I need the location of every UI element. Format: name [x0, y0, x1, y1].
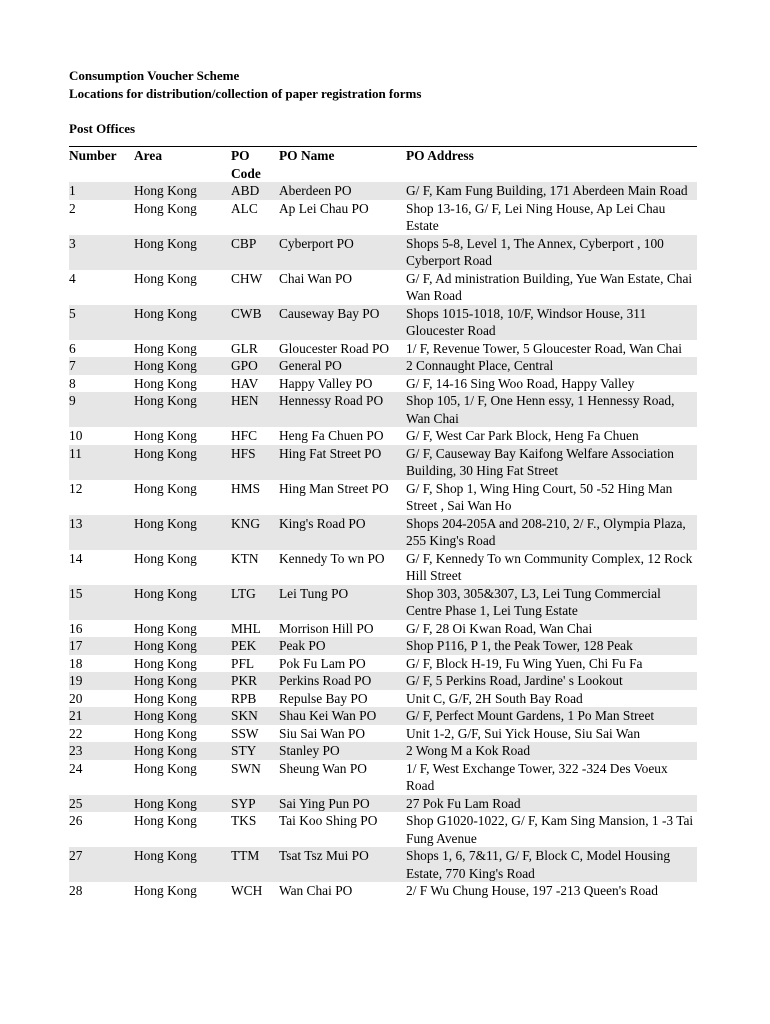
table-row: [69, 305, 697, 340]
cell-number: 13: [69, 515, 134, 550]
cell-po-code: KTN: [231, 550, 259, 566]
cell-po-code: CHW: [231, 270, 263, 286]
cell-po-name: Morrison Hill PO: [279, 620, 374, 636]
table-row: [69, 882, 697, 900]
cell-po-address: 1/ F, Revenue Tower, 5 Gloucester Road, Wan Chai: [406, 340, 682, 356]
cell-area: Hong Kong: [134, 428, 197, 443]
cell-po-code: HEN: [231, 392, 279, 427]
cell-po-code: PFL: [231, 655, 255, 671]
cell-area: Hong Kong: [134, 813, 197, 828]
document-subtitle: Locations for distribution/collection of paper registration forms: [69, 85, 422, 101]
header-po-code: PO Code: [231, 147, 279, 183]
cell-po-name: Gloucester Road PO: [279, 340, 390, 356]
table-row: [69, 847, 697, 882]
cell-number: 2: [69, 200, 76, 216]
cell-number: 3: [69, 235, 134, 270]
cell-number: 1: [69, 182, 134, 200]
cell-number: 10: [69, 428, 83, 443]
cell-po-code: HMS: [231, 480, 261, 496]
cell-po-code: ABD: [231, 182, 279, 200]
cell-area: Hong Kong: [134, 620, 197, 636]
cell-po-name: Hennessy Road PO: [279, 392, 406, 427]
table-row: [69, 707, 697, 725]
cell-area: Hong Kong: [134, 445, 231, 480]
cell-number: 27: [69, 847, 134, 882]
cell-po-code: HFC: [231, 428, 258, 443]
cell-area: Hong Kong: [134, 270, 197, 286]
cell-po-code: HFS: [231, 445, 279, 480]
cell-po-code: SWN: [231, 760, 261, 776]
cell-po-address: 2 Connaught Place, Central: [406, 357, 697, 375]
cell-po-name: Peak PO: [279, 637, 406, 655]
cell-number: 20: [69, 690, 83, 706]
cell-po-name: Sheung Wan PO: [279, 760, 367, 776]
table-row: [69, 270, 697, 305]
cell-po-address: G/ F, Kennedy To wn Community Complex, 12 Rock Hill Street: [406, 550, 693, 583]
cell-po-address: G/ F, Shop 1, Wing Hing Court, 50 -52 Hing Man Street , Sai Wan Ho: [406, 480, 673, 513]
table-row: [69, 690, 697, 708]
cell-po-address: G/ F, West Car Park Block, Heng Fa Chuen: [406, 428, 639, 443]
cell-po-address: Shop 303, 305&307, L3, Lei Tung Commercial Centre Phase 1, Lei Tung Estate: [406, 585, 697, 620]
header-po-address: PO Address: [406, 147, 697, 183]
cell-po-name: Siu Sai Wan PO: [279, 725, 366, 741]
table-row: [69, 655, 697, 673]
cell-po-address: Unit 1-2, G/F, Sui Yick House, Siu Sai Wan: [406, 725, 641, 741]
cell-number: 15: [69, 585, 134, 620]
header-area: Area: [134, 147, 231, 183]
cell-po-name: Hing Fat Street PO: [279, 445, 406, 480]
cell-area: Hong Kong: [134, 585, 231, 620]
cell-po-code: TKS: [231, 813, 257, 828]
table-row: [69, 725, 697, 743]
cell-po-name: General PO: [279, 357, 406, 375]
cell-number: 9: [69, 392, 134, 427]
cell-po-name: Lei Tung PO: [279, 585, 406, 620]
cell-po-address: G/ F, 5 Perkins Road, Jardine' s Lookout: [406, 672, 697, 690]
cell-number: 8: [69, 375, 76, 391]
cell-area: Hong Kong: [134, 655, 197, 671]
cell-number: 11: [69, 445, 134, 480]
cell-area: Hong Kong: [134, 725, 197, 741]
cell-area: Hong Kong: [134, 690, 197, 706]
cell-area: Hong Kong: [134, 340, 197, 356]
table-row: [69, 760, 697, 795]
table-row: [69, 515, 697, 550]
table-row: [69, 235, 697, 270]
table-row: [69, 812, 697, 847]
cell-po-name: Repulse Bay PO: [279, 690, 368, 706]
cell-area: Hong Kong: [134, 550, 197, 566]
cell-po-address: Shops 204-205A and 208-210, 2/ F., Olympia Plaza, 255 King's Road: [406, 515, 697, 550]
cell-area: Hong Kong: [134, 847, 231, 882]
cell-po-address: G/ F, Ad ministration Building, Yue Wan Estate, Chai Wan Road: [406, 270, 693, 303]
cell-area: Hong Kong: [134, 742, 231, 760]
cell-po-code: SSW: [231, 725, 259, 741]
cell-po-name: Wan Chai PO: [279, 883, 353, 898]
cell-number: 28: [69, 883, 83, 898]
cell-po-address: G/ F, 14-16 Sing Woo Road, Happy Valley: [406, 375, 635, 391]
cell-number: 17: [69, 637, 134, 655]
cell-number: 24: [69, 760, 83, 776]
cell-po-code: CBP: [231, 235, 279, 270]
cell-po-address: Unit C, G/F, 2H South Bay Road: [406, 690, 583, 706]
cell-area: Hong Kong: [134, 760, 197, 776]
cell-area: Hong Kong: [134, 392, 231, 427]
table-row: [69, 672, 697, 690]
cell-po-code: TTM: [231, 847, 279, 882]
section-title: Post Offices: [69, 121, 136, 136]
table-row: [69, 550, 697, 585]
cell-po-code: PKR: [231, 672, 279, 690]
cell-area: Hong Kong: [134, 672, 231, 690]
cell-po-code: GPO: [231, 357, 279, 375]
cell-po-code: CWB: [231, 305, 279, 340]
cell-po-name: Kennedy To wn PO: [279, 550, 385, 566]
cell-po-address: Shops 5-8, Level 1, The Annex, Cyberport , 100 Cyberport Road: [406, 235, 697, 270]
table-body: [69, 182, 697, 900]
cell-area: Hong Kong: [134, 883, 197, 898]
table-header-row: [69, 147, 697, 183]
cell-po-code: WCH: [231, 883, 263, 898]
cell-po-name: Tsat Tsz Mui PO: [279, 847, 406, 882]
cell-number: 22: [69, 725, 83, 741]
table-row: [69, 182, 697, 200]
cell-number: 7: [69, 357, 134, 375]
cell-po-name: Chai Wan PO: [279, 270, 353, 286]
cell-po-name: Perkins Road PO: [279, 672, 406, 690]
cell-po-code: GLR: [231, 340, 258, 356]
cell-number: 6: [69, 340, 76, 356]
cell-po-address: G/ F, Block H-19, Fu Wing Yuen, Chi Fu Fa: [406, 655, 643, 671]
cell-number: 14: [69, 550, 83, 566]
cell-po-name: Hing Man Street PO: [279, 480, 389, 496]
cell-po-address: Shop 13-16, G/ F, Lei Ning House, Ap Lei Chau Estate: [406, 200, 666, 233]
cell-po-address: 2/ F Wu Chung House, 197 -213 Queen's Road: [406, 883, 658, 898]
table-row: [69, 480, 697, 515]
cell-po-name: Heng Fa Chuen PO: [279, 428, 384, 443]
header-po-name: PO Name: [279, 147, 406, 183]
cell-area: Hong Kong: [134, 637, 231, 655]
cell-po-address: Shops 1, 6, 7&11, G/ F, Block C, Model Housing Estate, 770 King's Road: [406, 847, 697, 882]
cell-po-name: Stanley PO: [279, 742, 406, 760]
cell-po-code: PEK: [231, 637, 279, 655]
cell-area: Hong Kong: [134, 182, 231, 200]
table-row: [69, 585, 697, 620]
cell-area: Hong Kong: [134, 305, 231, 340]
document-title: Consumption Voucher Scheme: [69, 68, 240, 83]
cell-po-address: Shop G1020-1022, G/ F, Kam Sing Mansion, 1 -3 Tai Fung Avenue: [406, 813, 694, 846]
cell-po-address: G/ F, Perfect Mount Gardens, 1 Po Man Street: [406, 707, 697, 725]
cell-po-name: Cyberport PO: [279, 235, 406, 270]
cell-po-name: Sai Ying Pun PO: [279, 795, 406, 813]
cell-number: 26: [69, 813, 83, 828]
post-office-table: [69, 146, 697, 900]
cell-po-code: SYP: [231, 795, 279, 813]
cell-po-code: RPB: [231, 690, 257, 706]
cell-po-name: Tai Koo Shing PO: [279, 813, 378, 828]
cell-area: Hong Kong: [134, 515, 231, 550]
cell-po-name: Aberdeen PO: [279, 182, 406, 200]
cell-po-address: 2 Wong M a Kok Road: [406, 742, 697, 760]
cell-po-name: Causeway Bay PO: [279, 305, 406, 340]
cell-po-name: Ap Lei Chau PO: [279, 200, 369, 216]
cell-po-code: HAV: [231, 375, 259, 391]
cell-po-name: Happy Valley PO: [279, 375, 373, 391]
table-row: [69, 392, 697, 427]
cell-po-code: LTG: [231, 585, 279, 620]
cell-number: 18: [69, 655, 83, 671]
cell-number: 16: [69, 620, 83, 636]
cell-po-address: G/ F, 28 Oi Kwan Road, Wan Chai: [406, 620, 593, 636]
table-row: [69, 637, 697, 655]
cell-po-code: STY: [231, 742, 279, 760]
cell-number: 19: [69, 672, 134, 690]
cell-po-address: 27 Pok Fu Lam Road: [406, 795, 697, 813]
header-number: Number: [69, 147, 134, 183]
cell-po-name: Shau Kei Wan PO: [279, 707, 406, 725]
cell-po-address: Shop 105, 1/ F, One Henn essy, 1 Hennessy Road, Wan Chai: [406, 392, 697, 427]
cell-po-name: Pok Fu Lam PO: [279, 655, 366, 671]
cell-number: 4: [69, 270, 76, 286]
cell-po-address: Shop P116, P 1, the Peak Tower, 128 Peak: [406, 637, 697, 655]
table-row: [69, 742, 697, 760]
cell-po-address: 1/ F, West Exchange Tower, 322 -324 Des Voeux Road: [406, 760, 668, 793]
cell-po-code: ALC: [231, 200, 258, 216]
cell-area: Hong Kong: [134, 795, 231, 813]
cell-number: 5: [69, 305, 134, 340]
table-row: [69, 795, 697, 813]
cell-po-address: Shops 1015-1018, 10/F, Windsor House, 311 Gloucester Road: [406, 305, 697, 340]
cell-number: 25: [69, 795, 134, 813]
table-row: [69, 340, 697, 358]
table-row: [69, 200, 697, 235]
cell-po-name: King's Road PO: [279, 515, 406, 550]
table-row: [69, 375, 697, 393]
cell-po-code: MHL: [231, 620, 261, 636]
table-row: [69, 620, 697, 638]
cell-area: Hong Kong: [134, 375, 197, 391]
cell-number: 12: [69, 480, 83, 496]
cell-po-code: KNG: [231, 515, 279, 550]
cell-po-code: SKN: [231, 707, 279, 725]
cell-number: 23: [69, 742, 134, 760]
cell-po-address: G/ F, Causeway Bay Kaifong Welfare Association Building, 30 Hing Fat Street: [406, 445, 697, 480]
table-row: [69, 357, 697, 375]
cell-area: Hong Kong: [134, 200, 197, 216]
document-page: [69, 67, 697, 900]
table-row: [69, 427, 697, 445]
cell-area: Hong Kong: [134, 357, 231, 375]
table-row: [69, 445, 697, 480]
cell-area: Hong Kong: [134, 707, 231, 725]
cell-number: 21: [69, 707, 134, 725]
cell-po-address: G/ F, Kam Fung Building, 171 Aberdeen Main Road: [406, 182, 697, 200]
cell-area: Hong Kong: [134, 235, 231, 270]
cell-area: Hong Kong: [134, 480, 197, 496]
